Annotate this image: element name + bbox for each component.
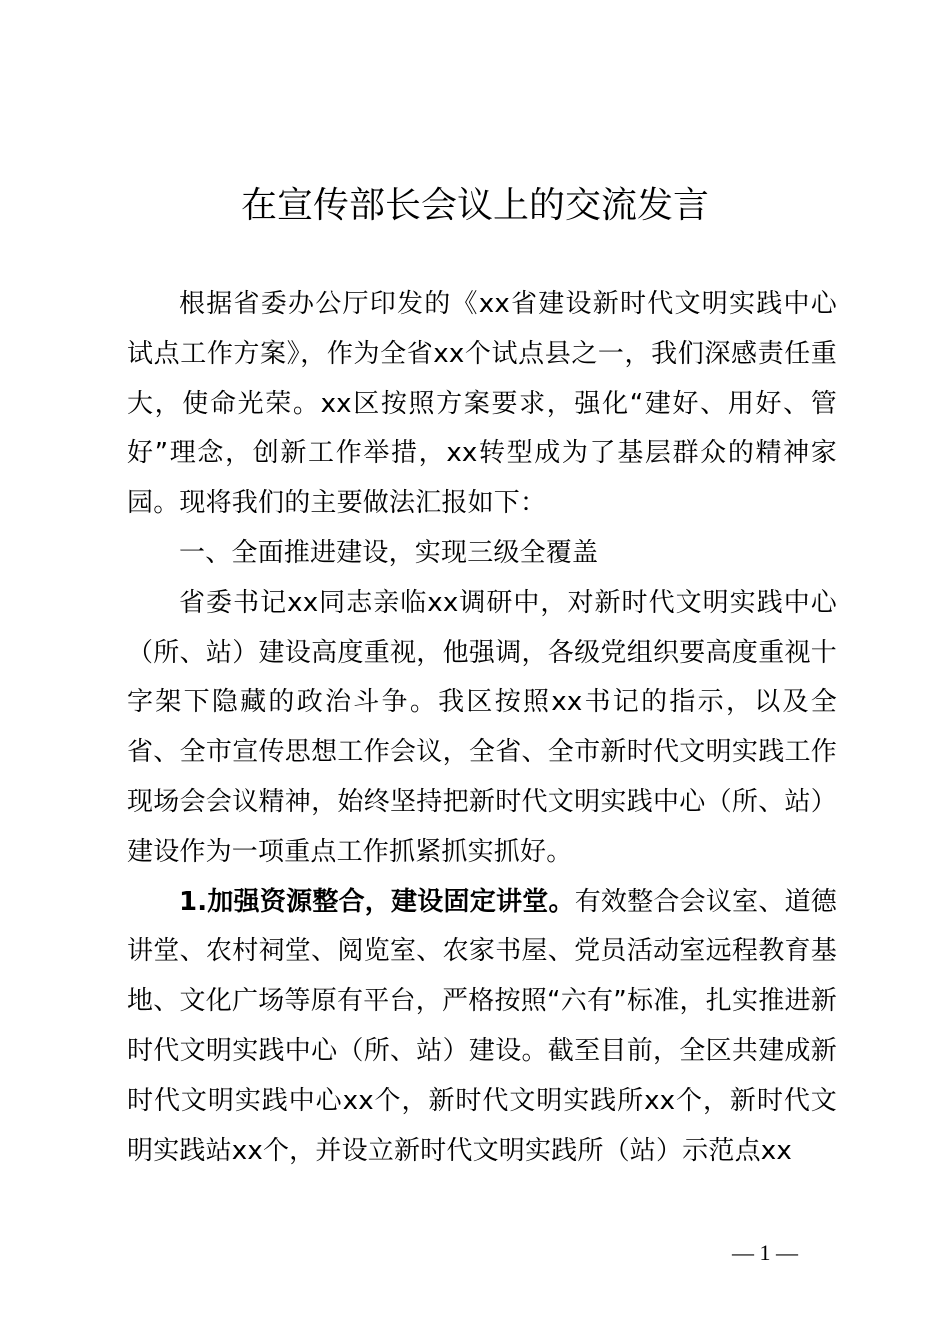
paragraph-item-1-lead: 1.加强资源整合，建设固定讲堂。 <box>179 886 575 917</box>
page-number: — 1 — <box>732 1240 798 1265</box>
paragraph-intro <box>127 280 837 529</box>
paragraph-item-1 <box>127 878 837 1177</box>
paragraph-section-1-text: 省委书记xx同志亲临xx调研中，对新时代文明实践中心（所、站）建设高度重视，他强调，各级党组织要高度重视十字架下隐藏的政治斗争。我区按照xx书记的指示，以及全省、全市宣传思想工作会议，全省、全市新时代文明实践工作现场会会议精神，始终坚持把新时代文明实践中心（所、站）建设作为一项重点工作抓紧抓实抓好。 <box>127 587 837 867</box>
paragraph-section-1 <box>127 579 837 878</box>
document-body <box>127 280 837 1176</box>
paragraph-item-1-text: 有效整合会议室、道德讲堂、农村祠堂、阅览室、农家书屋、党员活动室远程教育基地、文化广场等原有平台，严格按照“六有”标准，扎实推进新时代文明实践中心（所、站）建设。截至目前，全区共建成新时代文明实践中心xx个，新时代文明实践所xx个，新时代文明实践站xx个，并设立新时代文明实践所（站）示范点xx <box>127 886 837 1166</box>
section-heading-1 <box>127 529 837 579</box>
section-heading-1-text: 一、全面推进建设，实现三级全覆盖 <box>179 537 599 568</box>
document-title: 在宣传部长会议上的交流发言 <box>240 185 709 226</box>
paragraph-intro-text: 根据省委办公厅印发的《xx省建设新时代文明实践中心试点工作方案》，作为全省xx个试点县之一，我们深感责任重大，使命光荣。xx区按照方案要求，强化“建好、用好、管好”理念，创新工作举措，xx转型成为了基层群众的精神家园。现将我们的主要做法汇报如下： <box>127 289 837 519</box>
